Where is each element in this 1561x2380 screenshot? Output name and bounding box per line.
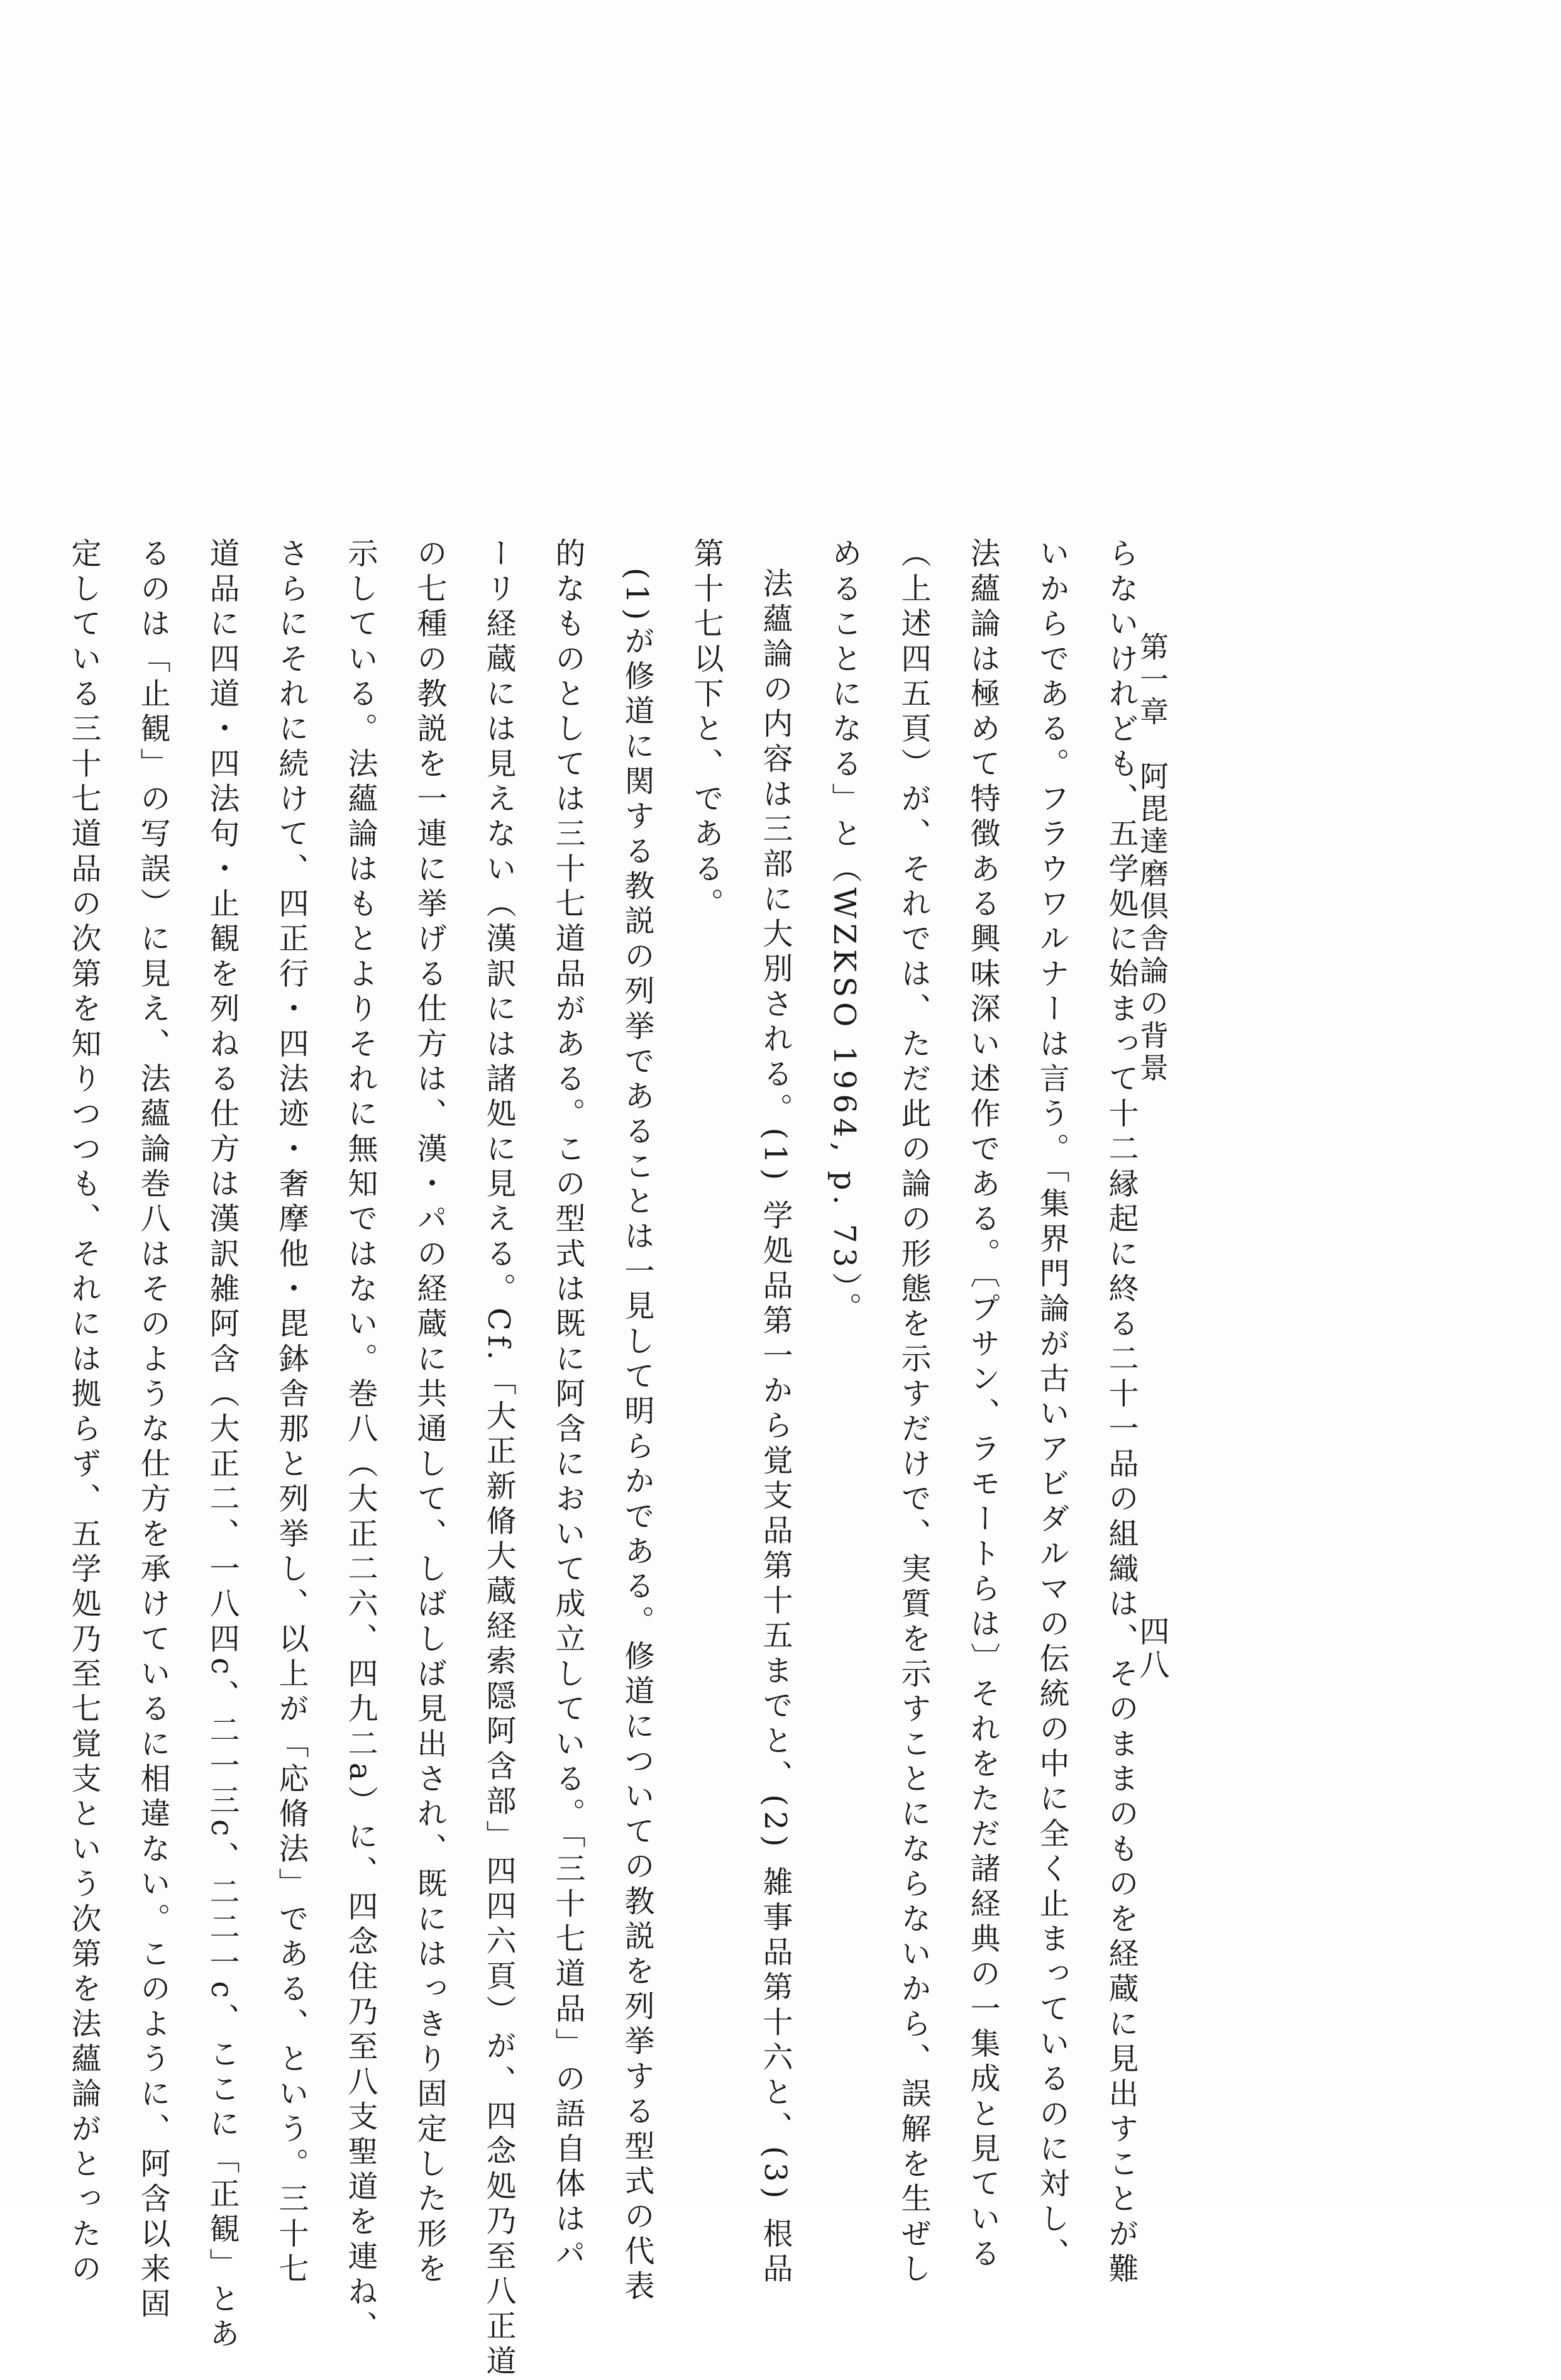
text-line: さらにそれに続けて、四正行・四法迹・奢摩他・毘鉢舎那と列挙し、以上が「応脩法」である、という。三十七 [273,537,309,2288]
text-line: 定している三十七道品の次第を知りつつも、それには拠らず、五学処乃至七覚支という次第を法蘊論がとったの [66,537,101,2288]
text-line: 道品に四道・四法句・止観を列ねる仕方は漢訳雑阿含（大正二、一八四c、二一三c、二二一c、ここに「正観」とあ [204,537,240,2353]
body-text [49,537,1156,2380]
chapter-header: 第一章 阿毘達磨倶舎論の背景 [1135,632,1169,1086]
text-line-paragraph-start: (1)が修道に関する教説の列挙であることは一見して明らかである。修道についての教説を列挙する型式の代表 [619,568,654,2305]
text-line: 第十七以下と、である。 [688,537,724,923]
page-number: 四八 [1134,1616,1169,1682]
text-line: るのは「止観」の写誤）に見え、法蘊論巻八はそのような仕方を承けているに相違ない。このように、阿含以来固 [135,537,170,2323]
text-line: 法蘊論は極めて特徴ある興味深い述作である。〔プサン、ラモートらは〕それをただ諸経典の一集成と見ている [965,537,1000,2273]
text-line: ーリ経蔵には見えない（漢訳には諸処に見える。Cf.「大正新脩大蔵経索隠阿含部」四四六頁）が、四念処乃至八正道 [481,537,516,2380]
text-line: 示している。法蘊論はもとよりそれに無知ではない。巻八（大正二六、四九二a）に、四念住乃至八支聖道を連ね、 [343,537,378,2345]
text-line: いからである。フラウワルナーは言う。「集界門論が古いアビダルマの伝統の中に全く止まっているのに対し、 [1034,537,1069,2273]
text-line: （上述四五頁）が、それでは、ただ此の論の形態を示すだけで、実質を示すことにならないから、誤解を生ぜし [896,537,931,2288]
text-line: の七種の教説を一連に挙げる仕方は、漢・パの経蔵に共通して、しばしば見出され、既にはっきり固定した形を [412,537,447,2288]
text-line-paragraph-start: 法蘊論の内容は三部に大別される。(1) 学処品第一から覚支品第十五までと、(2) 雑事品第十六と、(3) 根品 [758,568,793,2288]
text-line: 的なものとしては三十七道品がある。この型式は既に阿含において成立している。「三十七道品」の語自体はパ [550,537,585,2273]
text-line: めることになる」と（WZKSO 1964, p. 73）。 [827,537,862,1327]
text-line: らないけれども、五学処に始まって十二縁起に終る二十一品の組織は、そのままのものを経蔵に見出すことが難 [1103,537,1139,2288]
